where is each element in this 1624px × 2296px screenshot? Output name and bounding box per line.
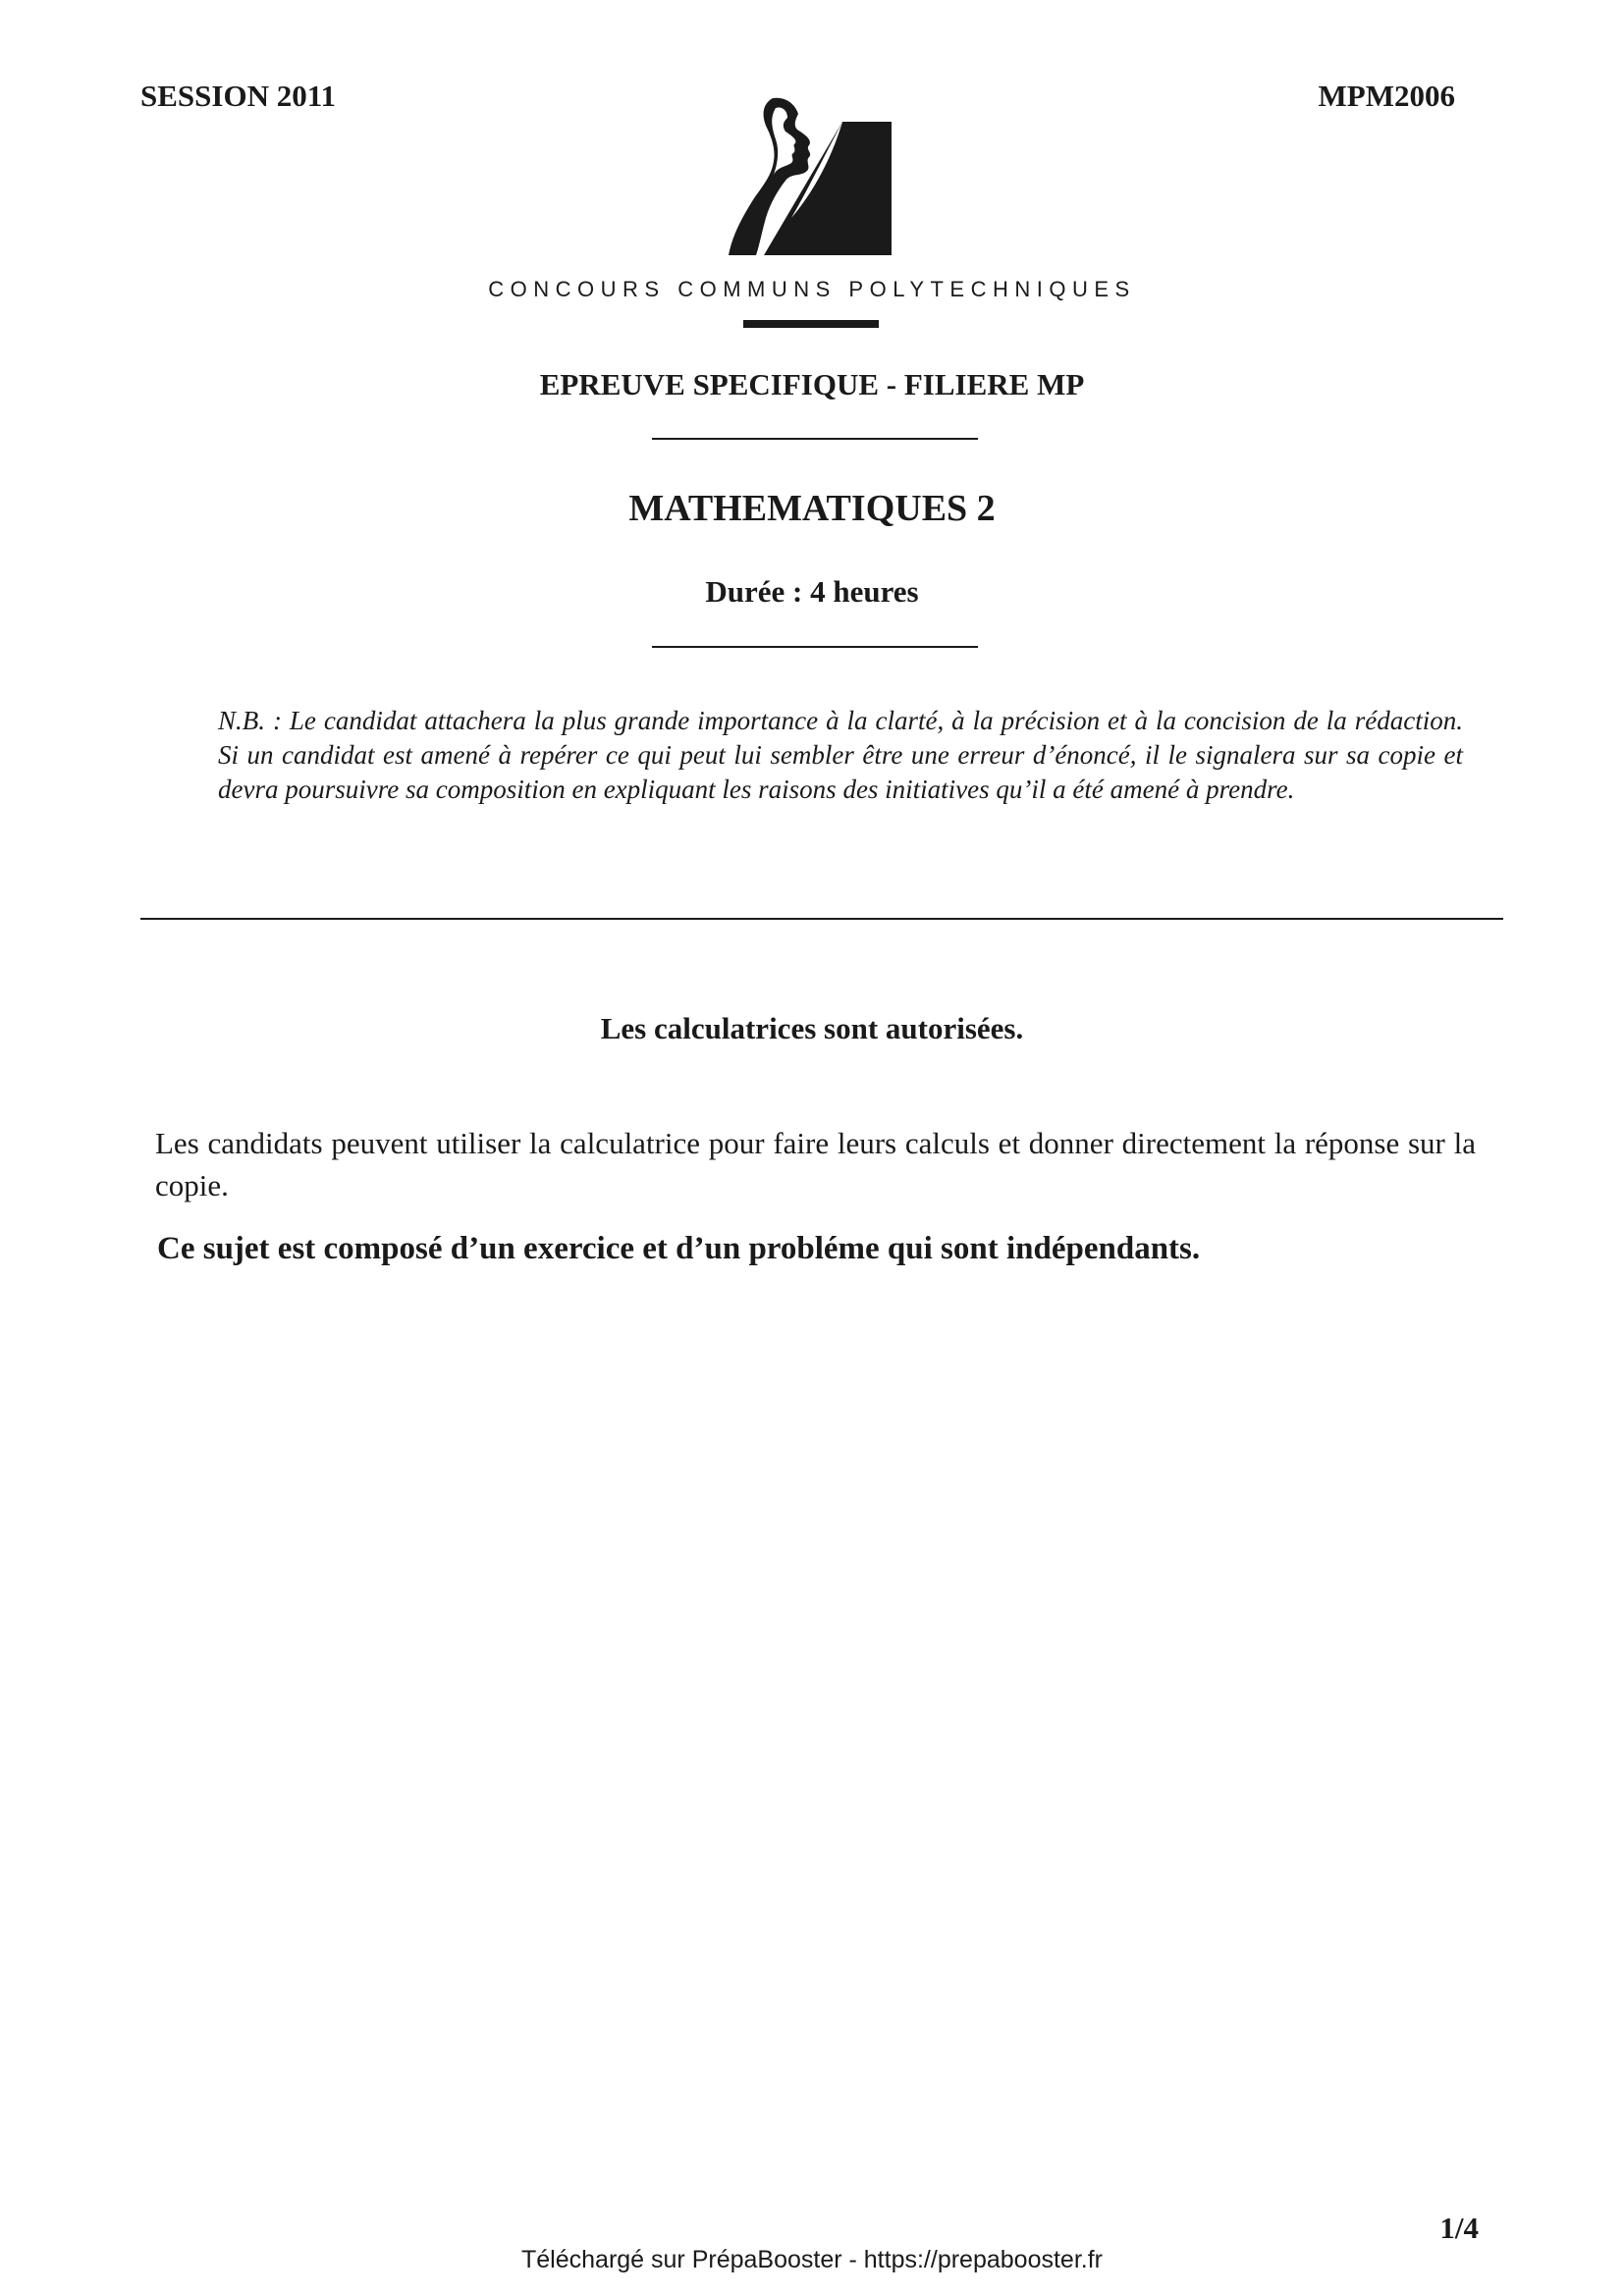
- ccp-logo-icon: [727, 96, 903, 293]
- download-source: Téléchargé sur PrépaBooster - https://prepabooster.fr: [521, 2246, 1103, 2273]
- divider-short: [652, 438, 978, 440]
- divider-long: [140, 918, 1503, 920]
- exam-track: EPREUVE SPECIFIQUE - FILIERE MP: [539, 367, 1085, 401]
- organization-name: CONCOURS COMMUNS POLYTECHNIQUES: [488, 277, 1136, 301]
- exam-duration: Durée : 4 heures: [705, 574, 919, 609]
- session-label: SESSION 2011: [140, 79, 337, 113]
- exam-code: MPM2006: [1318, 79, 1455, 113]
- composition-statement: Ce sujet est composé d’un exercice et d’un probléme qui sont indépendants.: [157, 1231, 1201, 1266]
- calculator-policy: Les calculatrices sont autorisées.: [600, 1011, 1024, 1045]
- page-number: 1/4: [1439, 2211, 1479, 2245]
- exam-subject: MATHEMATIQUES 2: [628, 488, 996, 529]
- instructions-paragraph: Les candidats peuvent utiliser la calculatrice pour faire leurs calculs et donner directement la réponse sur la copie.: [155, 1126, 1476, 1202]
- logo-underline-bar: [743, 320, 879, 328]
- notice-text: N.B. : Le candidat attachera la plus grande importance à la clarté, à la précision et à la concision de la rédaction. Si un candidat est amené à repérer ce qui peut lui sembler être une erreur d’énoncé, il le signalera sur sa copie et devra poursuivre sa composition en expliquant les raisons des initiatives qu’il a été amené à prendre.: [218, 706, 1463, 804]
- divider-short: [652, 646, 978, 648]
